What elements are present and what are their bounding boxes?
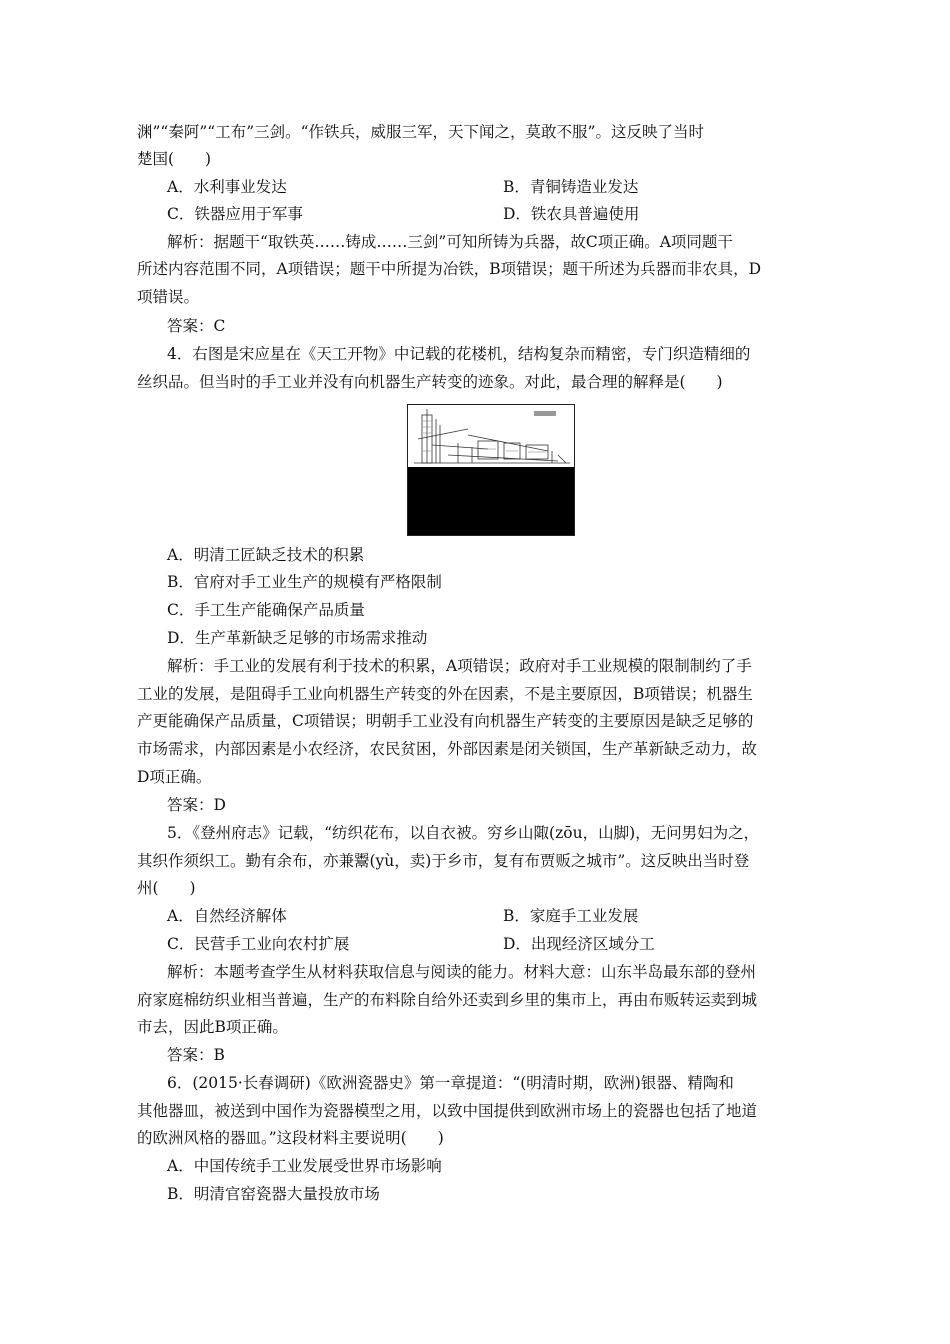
q3-explanation-line-3: 项错误。 [137,288,200,306]
q5-stem-line-1: 5．《登州府志》记载，“纺织花布，以自衣被。穷乡山陬(zōu，山脚)，无问男妇为之， [167,824,760,842]
q3-option-b: B．青铜铸造业发达 [503,178,639,196]
q5-answer: 答案：B [167,1046,225,1064]
redacted-area [408,467,574,536]
q5-stem-line-3: 州( ) [137,879,196,897]
q6-option-a: A．中国传统手工业发展受世界市场影响 [167,1157,442,1175]
q5-explanation-line-1: 解析：本题考查学生从材料获取信息与阅读的能力。材料大意：山东半岛最东部的登州 [167,963,757,981]
q3-explanation-line-1: 解析：据题干“取铁英……铸成……三剑”可知所铸为兵器，故C项正确。A项同题干 [167,233,733,251]
q4-option-d: D．生产革新缺乏足够的市场需求推动 [167,629,428,647]
q4-explanation-line-3: 产更能确保产品质量，C项错误；明朝手工业没有向机器生产转变的主要原因是缺乏足够的 [137,712,754,730]
loom-illustration [407,404,575,536]
q5-explanation-line-3: 市去，因此B项正确。 [137,1018,288,1036]
q3-stem-line-1: 渊”“秦阿”“工布”三剑。“作铁兵，威服三军，天下闻之，莫敢不服”。这反映了当时 [137,123,704,141]
q4-stem-line-1: 4．右图是宋应星在《天工开物》中记载的花楼机，结构复杂而精密，专门织造精细的 [167,345,751,363]
q4-option-b: B．官府对手工业生产的规模有严格限制 [167,573,442,591]
q6-stem-line-3: 的欧洲风格的器皿。”这段材料主要说明( ) [137,1129,444,1147]
q3-option-a: A．水利事业发达 [167,178,287,196]
q3-answer: 答案：C [167,317,226,335]
q4-option-c: C．手工生产能确保产品质量 [167,601,365,619]
q5-option-a: A．自然经济解体 [167,907,287,925]
loom-drawing [408,405,575,467]
q6-option-b: B．明清官窑瓷器大量投放市场 [167,1185,380,1203]
q5-explanation-line-2: 府家庭棉纺织业相当普遍，生产的布料除自给外还卖到乡里的集市上，再由布贩转运卖到城 [137,991,758,1009]
q5-option-c: C．民营手工业向农村扩展 [167,935,350,953]
q3-explanation-line-2: 所述内容范围不同，A项错误；题干中所提为冶铁，B项错误；题干所述为兵器而非农具，D [137,260,762,278]
q4-explanation-line-1: 解析：手工业的发展有利于技术的积累，A项错误；政府对手工业规模的限制制约了手 [167,657,752,675]
q4-option-a: A．明清工匠缺乏技术的积累 [167,546,365,564]
q5-option-b: B．家庭手工业发展 [503,907,639,925]
q6-stem-line-2: 其他器皿，被送到中国作为瓷器模型之用，以致中国提供到欧洲市场上的瓷器也包括了地道 [137,1102,758,1120]
q6-stem-line-1: 6．(2015·长春调研)《欧洲瓷器史》第一章提道：“(明清时期，欧洲)银器、精陶和 [167,1074,734,1092]
q4-explanation-line-4: 市场需求，内部因素是小农经济，农民贫困，外部因素是闭关锁国，生产革新缺乏动力，故 [137,740,758,758]
q3-option-c: C．铁器应用于军事 [167,205,303,223]
q4-answer: 答案：D [167,796,226,814]
q4-explanation-line-5: D项正确。 [137,768,212,786]
q4-explanation-line-2: 工业的发展，是阻碍手工业向机器生产转变的外在因素，不是主要原因，B项错误；机器生 [137,685,753,703]
q5-stem-line-2: 其织作须织工。勤有余布，亦兼鬻(yù，卖)于乡市，复有布贾贩之城市”。这反映出当时登 [137,852,750,870]
q3-option-d: D．铁农具普遍使用 [503,205,640,223]
q4-stem-line-2: 丝织品。但当时的手工业并没有向机器生产转变的迹象。对此，最合理的解释是( ) [137,373,723,391]
q5-option-d: D．出现经济区域分工 [503,935,655,953]
q3-stem-line-2: 楚国( ) [137,150,212,168]
